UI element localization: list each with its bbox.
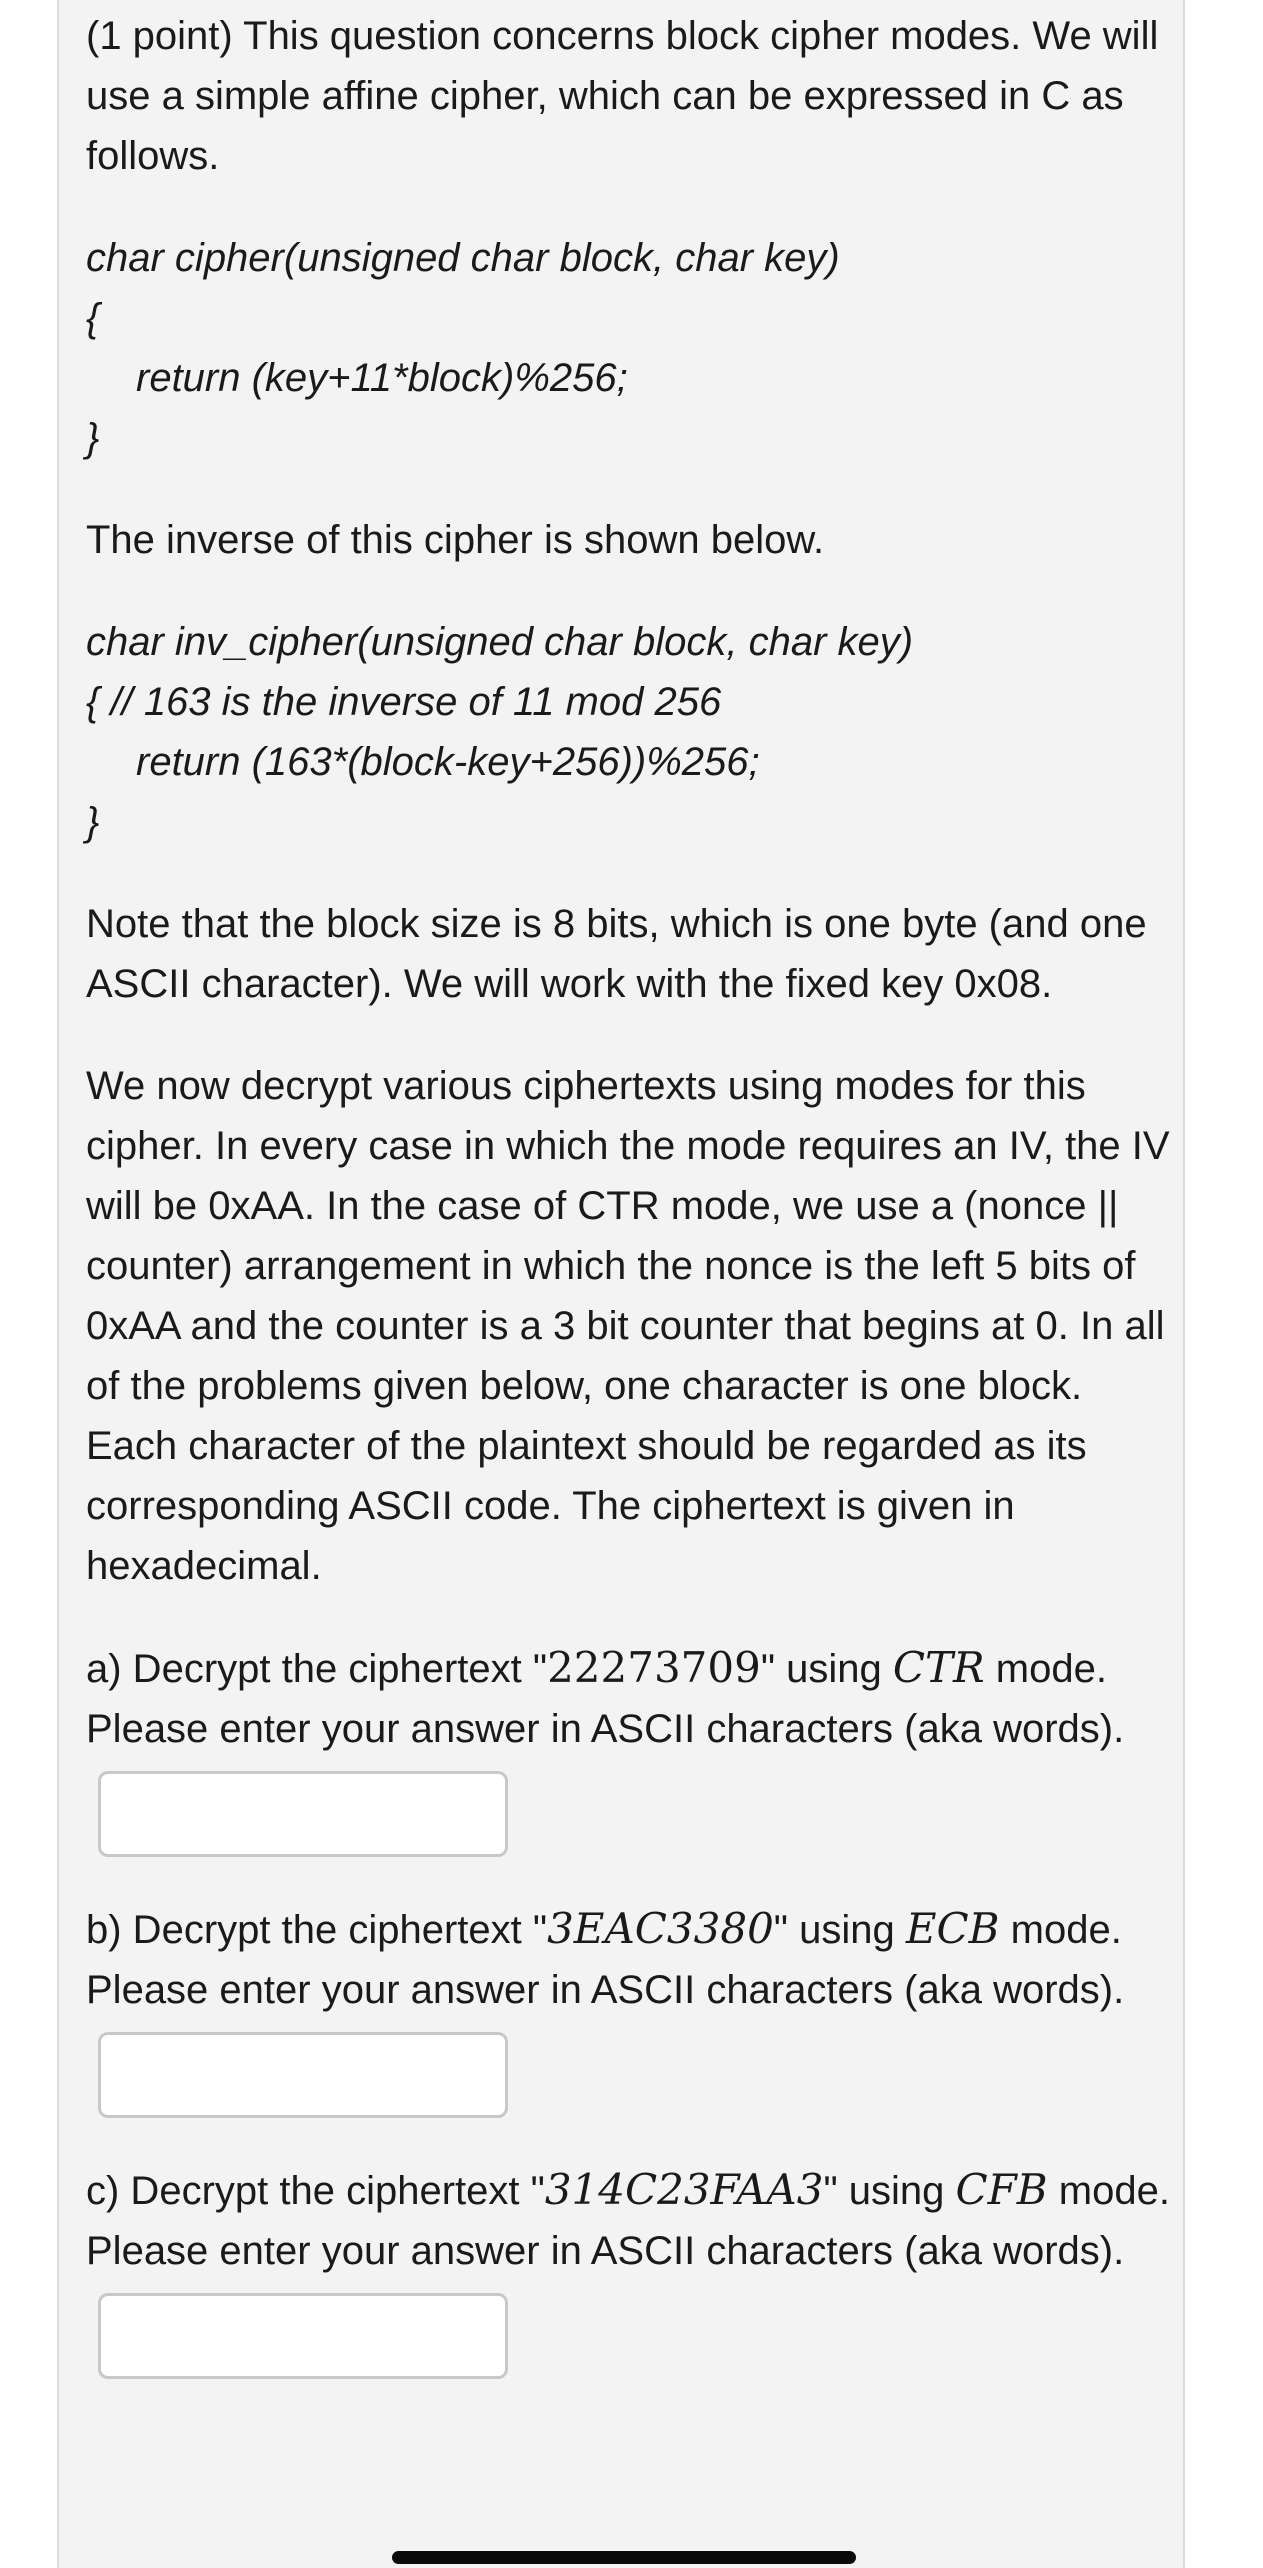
inverse-code-block <box>86 612 1176 852</box>
code-line: char inv_cipher(unsigned char block, char key) <box>86 620 914 664</box>
home-indicator[interactable] <box>392 2551 856 2564</box>
note-text: Note that the block size is 8 bits, which is one byte (and one ASCII character). We will work with the fixed key 0x08. <box>86 902 1147 1006</box>
part-b <box>86 1899 1176 2118</box>
answer-input-a[interactable] <box>98 1771 508 1857</box>
mode-name: CTR <box>892 1643 985 1692</box>
prompt-prefix: a) Decrypt the ciphertext " <box>86 1647 548 1691</box>
code-line: { // 163 is the inverse of 11 mod 256 <box>86 680 722 724</box>
ciphertext-value: 3EAC3380 <box>547 1904 774 1953</box>
part-c-prompt <box>86 2160 1176 2281</box>
prompt-mid: " using <box>823 2169 956 2213</box>
prompt-mid: " using <box>773 1908 906 1952</box>
part-b-prompt <box>86 1899 1176 2020</box>
part-a-prompt <box>86 1638 1176 1759</box>
answer-input-b[interactable] <box>98 2032 508 2118</box>
prompt-prefix: c) Decrypt the ciphertext " <box>86 2169 545 2213</box>
instructions-text: We now decrypt various ciphertexts using modes for this cipher. In every case in which the mode requires an IV, the IV will be 0xAA. In the case of CTR mode, we use a (nonce || counter) arrangement in which the nonce is the left 5 bits of 0xAA and the counter is a 3 bit counter that begins at 0. In all of the problems given below, one character is one block. Each character of the plaintext should be regarded as its corresponding ASCII code. The ciphertext is given in hexadecimal. <box>86 1064 1170 1588</box>
part-c <box>86 2160 1176 2379</box>
code-line: return (163*(block-key+256))%256; <box>136 740 760 784</box>
cipher-code-block <box>86 228 1176 468</box>
mode-name: ECB <box>905 1904 1000 1953</box>
code-line: return (key+11*block)%256; <box>136 356 628 400</box>
inverse-text: The inverse of this cipher is shown below. <box>86 518 825 562</box>
code-line: } <box>86 416 100 460</box>
intro-text: (1 point) This question concerns block cipher modes. We will use a simple affine cipher, which can be expressed in C as follows. <box>86 14 1159 178</box>
mode-name: CFB <box>955 2165 1048 2214</box>
ciphertext-value: 314C23FAA3 <box>544 2165 824 2214</box>
prompt-prefix: b) Decrypt the ciphertext " <box>86 1908 548 1952</box>
code-line: char cipher(unsigned char block, char key) <box>86 236 840 280</box>
prompt-mid: " using <box>760 1647 893 1691</box>
code-line: } <box>86 800 100 844</box>
ciphertext-value: 22273709 <box>547 1643 761 1692</box>
code-line: { <box>86 296 100 340</box>
answer-input-c[interactable] <box>98 2293 508 2379</box>
part-a <box>86 1638 1176 1857</box>
prompt-suffix: mode. Please enter your answer in ASCII characters (aka words). <box>86 1908 1125 2012</box>
prompt-suffix: mode. Please enter your answer in ASCII characters (aka words). <box>86 1647 1125 1751</box>
prompt-suffix: mode. Please enter your answer in ASCII characters (aka words). <box>86 2169 1170 2273</box>
question-content <box>86 6 1176 2379</box>
